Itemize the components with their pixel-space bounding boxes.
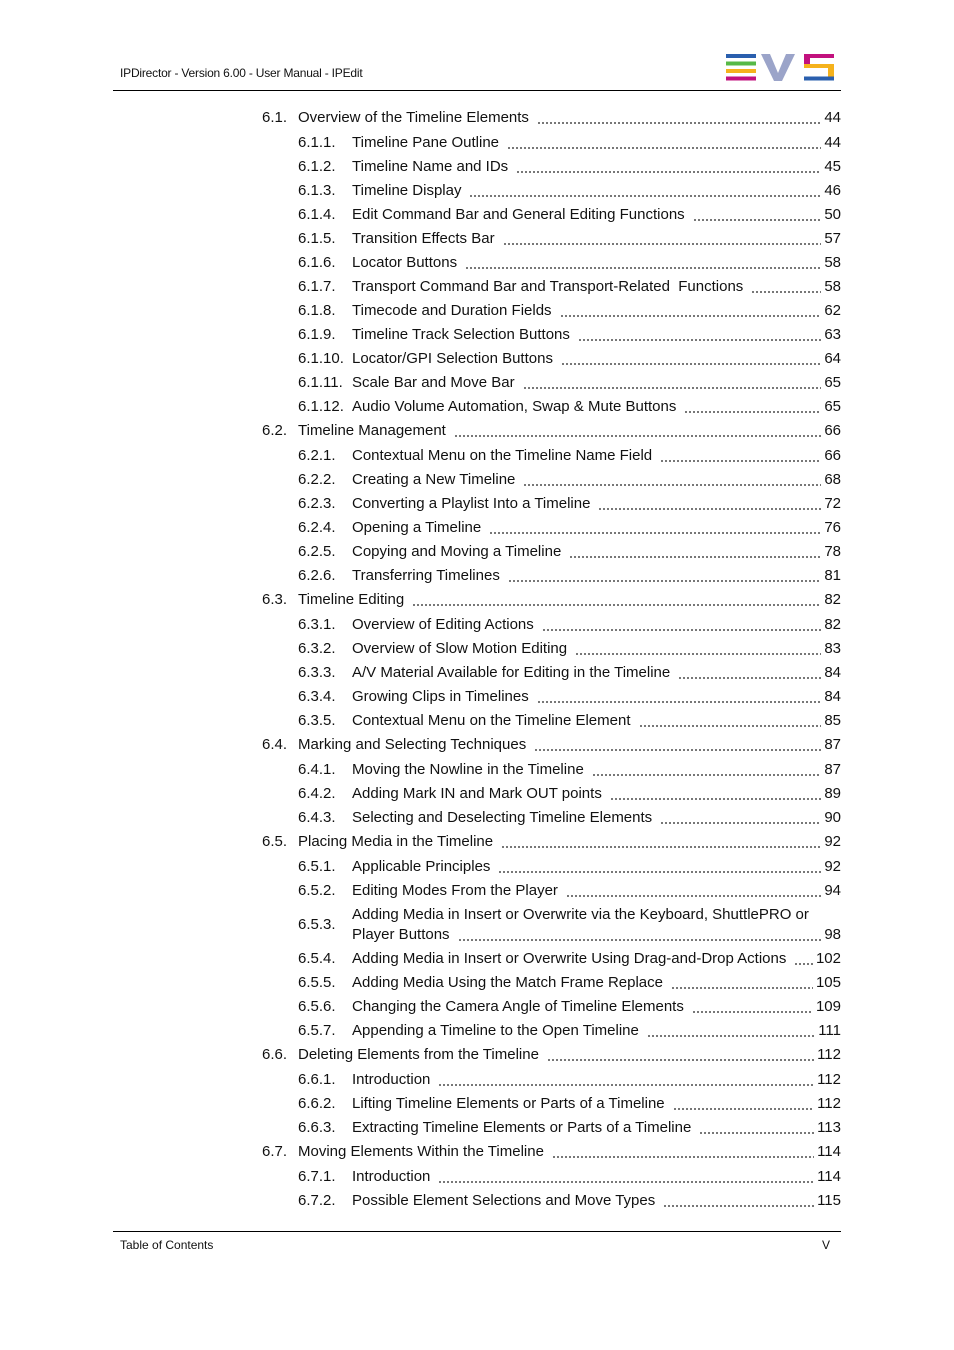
dot-leader <box>412 604 821 606</box>
section-number: 6.5.7. <box>298 1022 336 1039</box>
dot-leader <box>699 1132 814 1134</box>
section-number: 6.6.3. <box>298 1119 336 1136</box>
section-title: Applicable Principles <box>352 858 491 875</box>
section-number: 6.3. <box>262 591 288 608</box>
dot-leader <box>552 1156 814 1158</box>
page-number: 66 <box>824 422 841 439</box>
toc-entry[interactable] <box>262 349 841 373</box>
section-number: 6.6.1. <box>298 1071 336 1088</box>
section-number: 6.1.12. <box>298 398 344 415</box>
document-title: IPDirector - Version 6.00 - User Manual - IPEdit <box>120 66 363 80</box>
section-title: Extracting Timeline Elements or Parts of a Timeline <box>352 1119 692 1136</box>
dot-leader <box>673 1108 814 1110</box>
toc-entry[interactable] <box>262 735 841 760</box>
toc-entry[interactable] <box>262 325 841 349</box>
toc-entry[interactable] <box>262 277 841 301</box>
dot-leader <box>547 1059 814 1061</box>
toc-entry[interactable] <box>262 997 841 1021</box>
toc-entry[interactable] <box>262 494 841 518</box>
section-number: 6.2.1. <box>298 447 336 464</box>
page-number: 112 <box>817 1046 841 1063</box>
section-number: 6.3.3. <box>298 664 336 681</box>
dot-leader <box>489 532 821 534</box>
section-title: Scale Bar and Move Bar <box>352 374 515 391</box>
dot-leader <box>508 580 821 582</box>
dot-leader <box>537 701 822 703</box>
section-number: 6.4.1. <box>298 761 336 778</box>
page-number: 65 <box>824 398 841 415</box>
dot-leader <box>566 895 821 897</box>
toc-entry[interactable] <box>262 373 841 397</box>
table-of-contents <box>262 108 841 1215</box>
section-title: Adding Mark IN and Mark OUT points <box>352 785 602 802</box>
dot-leader <box>569 556 821 558</box>
toc-entry[interactable] <box>262 881 841 905</box>
toc-entry[interactable] <box>262 397 841 421</box>
dot-leader <box>501 846 821 848</box>
section-number: 6.2.4. <box>298 519 336 536</box>
section-title: Adding Media in Insert or Overwrite Using Drag-and-Drop Actions <box>352 950 787 967</box>
section-title: Transferring Timelines <box>352 567 500 584</box>
dot-leader <box>639 725 822 727</box>
toc-entry[interactable] <box>262 518 841 542</box>
toc-entry[interactable] <box>262 108 841 133</box>
section-title: Selecting and Deselecting Timeline Elements <box>352 809 653 826</box>
dot-leader <box>469 195 821 197</box>
page-number: 78 <box>824 543 841 560</box>
page-number: 68 <box>824 471 841 488</box>
toc-entry[interactable] <box>262 1142 841 1167</box>
page-number: 111 <box>818 1022 841 1039</box>
section-number: 6.5.5. <box>298 974 336 991</box>
section-number: 6.1.9. <box>298 326 336 343</box>
page-number: 114 <box>817 1143 841 1160</box>
section-number: 6.5.4. <box>298 950 336 967</box>
toc-entry[interactable] <box>262 711 841 735</box>
section-number: 6.1. <box>262 109 288 126</box>
section-number: 6.3.4. <box>298 688 336 705</box>
section-number: 6.5.3. <box>298 916 336 933</box>
section-number: 6.2.3. <box>298 495 336 512</box>
section-title: Introduction <box>352 1168 431 1185</box>
toc-entry[interactable] <box>262 663 841 687</box>
page-number: 58 <box>824 278 841 295</box>
page-number: 44 <box>824 109 841 126</box>
page-number: 57 <box>824 230 841 247</box>
section-title: Moving the Nowline in the Timeline <box>352 761 584 778</box>
section-title: A/V Material Available for Editing in the Timeline <box>352 664 671 681</box>
page-number: 66 <box>824 447 841 464</box>
section-title: Marking and Selecting Techniques <box>298 736 527 753</box>
section-title: Locator Buttons <box>352 254 458 271</box>
section-title: Possible Element Selections and Move Types <box>352 1192 656 1209</box>
page-number: 63 <box>824 326 841 343</box>
toc-entry[interactable] <box>262 301 841 325</box>
toc-entry[interactable] <box>262 205 841 229</box>
section-title: Placing Media in the Timeline <box>298 833 494 850</box>
toc-entry[interactable] <box>262 784 841 808</box>
section-title: Converting a Playlist Into a Timeline <box>352 495 591 512</box>
toc-entry[interactable] <box>262 446 841 470</box>
dot-leader <box>751 291 821 293</box>
section-title: Timeline Management <box>298 422 446 439</box>
section-number: 6.1.6. <box>298 254 336 271</box>
toc-entry[interactable] <box>262 1118 841 1142</box>
toc-entry[interactable] <box>262 687 841 711</box>
page-number: 76 <box>824 519 841 536</box>
section-number: 6.1.7. <box>298 278 336 295</box>
section-title: Copying and Moving a Timeline <box>352 543 562 560</box>
dot-leader <box>660 822 821 824</box>
page-number: 65 <box>824 374 841 391</box>
dot-leader <box>663 1205 814 1207</box>
dot-leader <box>465 267 821 269</box>
section-title: Player Buttons <box>352 926 450 943</box>
section-number: 6.2.5. <box>298 543 336 560</box>
section-number: 6.1.1. <box>298 134 336 151</box>
dot-leader <box>523 484 821 486</box>
dot-leader <box>523 387 822 389</box>
toc-entry[interactable] <box>262 1070 841 1094</box>
toc-entry[interactable] <box>262 157 841 181</box>
toc-entry[interactable] <box>262 133 841 157</box>
dot-leader <box>561 363 821 365</box>
section-title-line-1: Adding Media in Insert or Overwrite via the Keyboard, ShuttlePRO or <box>352 906 809 923</box>
section-number: 6.2.2. <box>298 471 336 488</box>
page-number: 90 <box>824 809 841 826</box>
section-title: Deleting Elements from the Timeline <box>298 1046 539 1063</box>
section-number: 6.1.10. <box>298 350 344 367</box>
section-number: 6.1.8. <box>298 302 336 319</box>
toc-entry[interactable] <box>262 590 841 615</box>
dot-leader <box>507 147 821 149</box>
section-number: 6.3.2. <box>298 640 336 657</box>
dot-leader <box>692 1011 813 1013</box>
page-number: 98 <box>824 926 841 943</box>
section-title: Contextual Menu on the Timeline Element <box>352 712 631 729</box>
dot-leader <box>438 1181 814 1183</box>
section-title: Timeline Editing <box>298 591 405 608</box>
section-title: Timeline Track Selection Buttons <box>352 326 570 343</box>
page-number: 72 <box>824 495 841 512</box>
section-title: Changing the Camera Angle of Timeline Elements <box>352 998 684 1015</box>
toc-entry[interactable] <box>262 760 841 784</box>
section-title: Introduction <box>352 1071 431 1088</box>
section-number: 6.4.2. <box>298 785 336 802</box>
dot-leader <box>575 653 821 655</box>
section-title: Appending a Timeline to the Open Timeline <box>352 1022 639 1039</box>
section-number: 6.7.2. <box>298 1192 336 1209</box>
section-title: Lifting Timeline Elements or Parts of a Timeline <box>352 1095 665 1112</box>
dot-leader <box>560 315 822 317</box>
section-number: 6.1.4. <box>298 206 336 223</box>
section-number: 6.6.2. <box>298 1095 336 1112</box>
section-number: 6.3.5. <box>298 712 336 729</box>
section-number: 6.5. <box>262 833 288 850</box>
dot-leader <box>693 219 822 221</box>
header-rule <box>113 90 841 91</box>
evs-logo <box>726 53 836 83</box>
section-title: Timeline Pane Outline <box>352 134 500 151</box>
section-number: 6.2.6. <box>298 567 336 584</box>
toc-entry[interactable] <box>262 832 841 857</box>
section-number: 6.2. <box>262 422 288 439</box>
section-number: 6.1.3. <box>298 182 336 199</box>
dot-leader <box>592 774 822 776</box>
dot-leader <box>458 939 822 941</box>
toc-entry[interactable] <box>262 949 841 973</box>
section-title: Editing Modes From the Player <box>352 882 558 899</box>
dot-leader <box>454 435 821 437</box>
page-number: 112 <box>817 1071 841 1088</box>
section-number: 6.7. <box>262 1143 288 1160</box>
page-number: 115 <box>817 1192 841 1209</box>
page-number: 62 <box>824 302 841 319</box>
page-number: 92 <box>824 858 841 875</box>
page-number: 58 <box>824 254 841 271</box>
toc-entry[interactable] <box>262 566 841 590</box>
dot-leader <box>794 963 813 965</box>
toc-entry[interactable] <box>262 857 841 881</box>
dot-leader <box>660 460 821 462</box>
footer-rule <box>113 1231 841 1232</box>
section-title: Growing Clips in Timelines <box>352 688 529 705</box>
page-number: 46 <box>824 182 841 199</box>
page-number: 112 <box>817 1095 841 1112</box>
dot-leader <box>684 411 821 413</box>
toc-entry[interactable] <box>262 973 841 997</box>
page-number: 81 <box>824 567 841 584</box>
section-title: Adding Media Using the Match Frame Replace <box>352 974 663 991</box>
section-title: Locator/GPI Selection Buttons <box>352 350 553 367</box>
section-number: 6.1.5. <box>298 230 336 247</box>
footer-section-name: Table of Contents <box>120 1238 214 1252</box>
toc-entry[interactable] <box>262 470 841 494</box>
page-number: 114 <box>817 1168 841 1185</box>
section-title: Contextual Menu on the Timeline Name Field <box>352 447 653 464</box>
section-title: Timecode and Duration Fields <box>352 302 552 319</box>
dot-leader <box>647 1035 815 1037</box>
dot-leader <box>438 1084 814 1086</box>
dot-leader <box>610 798 821 800</box>
toc-entry[interactable] <box>262 1094 841 1118</box>
section-title: Timeline Display <box>352 182 462 199</box>
dot-leader <box>671 987 813 989</box>
section-number: 6.5.2. <box>298 882 336 899</box>
toc-entry[interactable] <box>262 421 841 446</box>
dot-leader <box>598 508 821 510</box>
toc-entry[interactable] <box>262 1045 841 1070</box>
page-number: 87 <box>824 736 841 753</box>
section-number: 6.5.1. <box>298 858 336 875</box>
toc-entry[interactable] <box>262 1021 841 1045</box>
toc-entry[interactable] <box>262 181 841 205</box>
page-number: 82 <box>824 616 841 633</box>
page-number: 92 <box>824 833 841 850</box>
section-title: Edit Command Bar and General Editing Functions <box>352 206 685 223</box>
dot-leader <box>542 629 822 631</box>
section-title: Audio Volume Automation, Swap & Mute Buttons <box>352 398 677 415</box>
toc-entry[interactable] <box>262 229 841 253</box>
page-number: 50 <box>824 206 841 223</box>
section-number: 6.4.3. <box>298 809 336 826</box>
section-number: 6.1.2. <box>298 158 336 175</box>
dot-leader <box>516 171 821 173</box>
page-number: 45 <box>824 158 841 175</box>
dot-leader <box>537 122 821 124</box>
page-number: 89 <box>824 785 841 802</box>
section-title: Overview of Slow Motion Editing <box>352 640 568 657</box>
page-number: 85 <box>824 712 841 729</box>
section-number: 6.1.11. <box>298 374 343 391</box>
page-number: 64 <box>824 350 841 367</box>
toc-entry[interactable] <box>262 1167 841 1191</box>
toc-entry[interactable] <box>262 615 841 639</box>
page-number: 84 <box>824 664 841 681</box>
section-title: Transport Command Bar and Transport-Related Functions <box>352 278 744 295</box>
footer-page-number: V <box>822 1238 831 1252</box>
section-number: 6.6. <box>262 1046 288 1063</box>
dot-leader <box>498 871 821 873</box>
page-number: 109 <box>815 998 841 1015</box>
page-number: 105 <box>815 974 841 991</box>
section-number: 6.7.1. <box>298 1168 336 1185</box>
section-title: Moving Elements Within the Timeline <box>298 1143 544 1160</box>
section-title: Creating a New Timeline <box>352 471 516 488</box>
dot-leader <box>578 339 821 341</box>
page-number: 94 <box>824 882 841 899</box>
toc-entry[interactable] <box>262 639 841 663</box>
toc-entry[interactable] <box>262 808 841 832</box>
section-title: Overview of the Timeline Elements <box>298 109 529 126</box>
page-number: 83 <box>824 640 841 657</box>
toc-entry[interactable] <box>262 905 841 949</box>
page-number: 113 <box>817 1119 841 1136</box>
toc-entry[interactable] <box>262 253 841 277</box>
section-title: Timeline Name and IDs <box>352 158 509 175</box>
page-number: 44 <box>824 134 841 151</box>
dot-leader <box>534 749 821 751</box>
dot-leader <box>678 677 821 679</box>
section-number: 6.4. <box>262 736 288 753</box>
section-number: 6.5.6. <box>298 998 336 1015</box>
page-number: 87 <box>824 761 841 778</box>
page-number: 82 <box>824 591 841 608</box>
section-title: Transition Effects Bar <box>352 230 495 247</box>
toc-entry[interactable] <box>262 542 841 566</box>
section-number: 6.3.1. <box>298 616 336 633</box>
section-title: Opening a Timeline <box>352 519 482 536</box>
section-title: Overview of Editing Actions <box>352 616 534 633</box>
page-number: 84 <box>824 688 841 705</box>
page-number: 102 <box>815 950 841 967</box>
dot-leader <box>503 243 822 245</box>
toc-entry[interactable] <box>262 1191 841 1215</box>
